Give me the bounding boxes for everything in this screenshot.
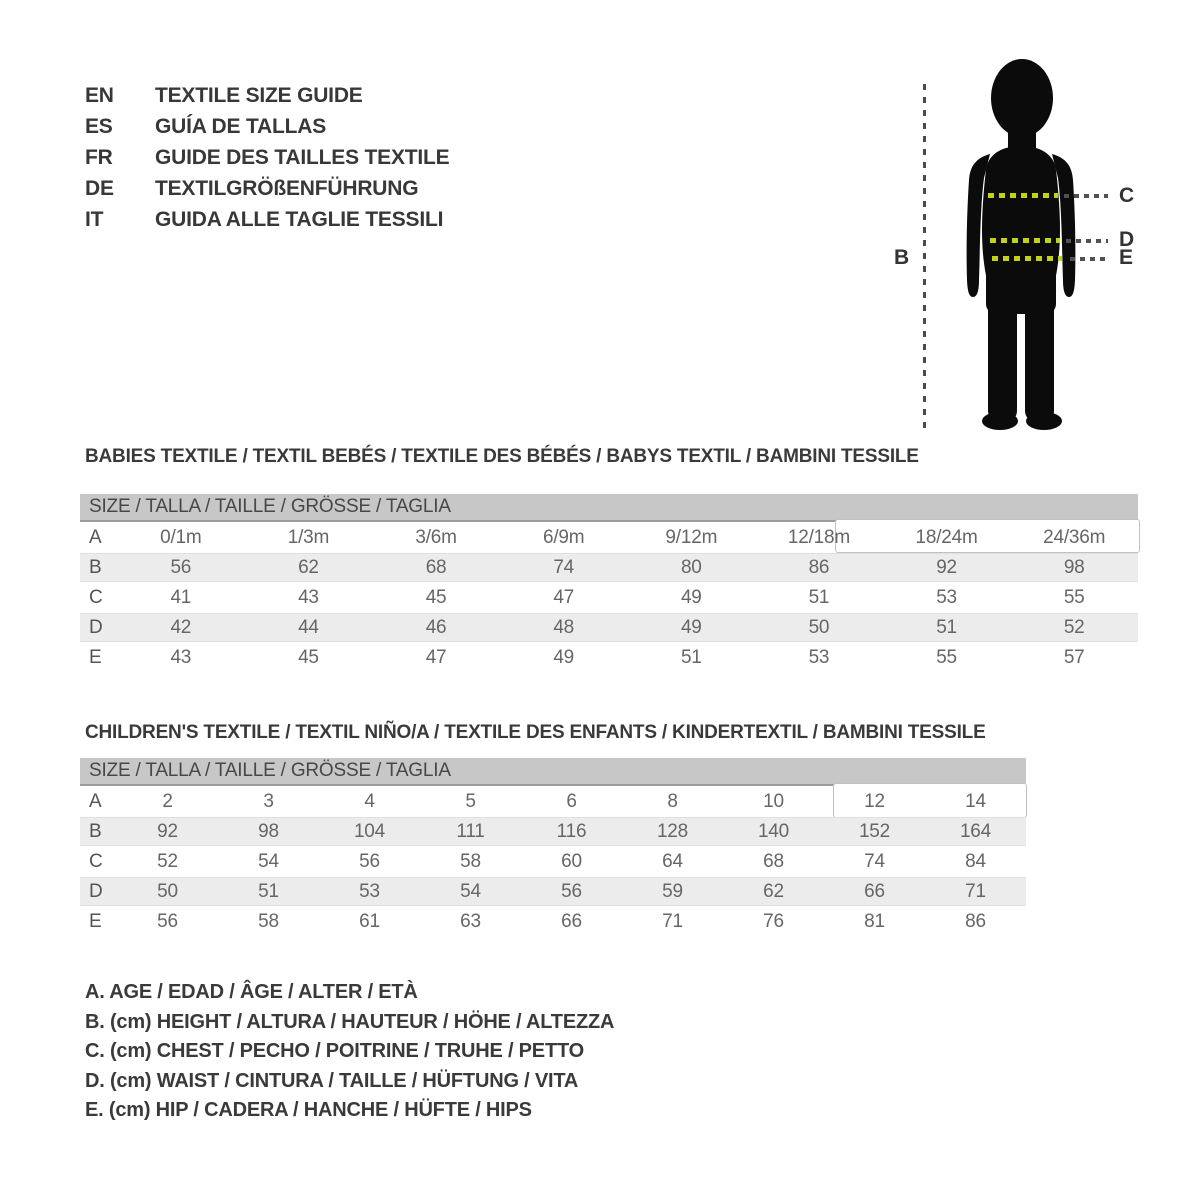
children-cell: 68 [763,850,784,872]
babies-cell: 9/12m [665,526,718,548]
children-cell: 58 [258,910,279,932]
waist-leader-line [1066,239,1108,243]
language-code: IT [85,208,104,231]
children-cell: 3 [263,790,274,812]
children-cell: 140 [757,820,790,842]
babies-cell: 98 [1063,556,1085,578]
row-label: B [89,556,102,578]
babies-cell: 49 [680,616,702,638]
babies-cell: 56 [170,556,192,578]
babies-row-d [80,613,1138,642]
babies-cell: 51 [680,646,702,668]
silhouette-right-foot [1026,412,1062,430]
row-label: E [89,646,102,668]
children-cell: 54 [460,880,481,902]
guide-title-fr: GUIDE DES TAILLES TEXTILE [155,146,450,169]
row-label: A [89,790,102,812]
babies-cell: 12/18m [787,526,851,548]
babies-cell: 3/6m [415,526,457,548]
height-measure-line [923,84,926,434]
children-cell: 59 [662,880,683,902]
children-cell: 81 [864,910,885,932]
children-cell: 74 [864,850,885,872]
children-row-d [80,877,1026,906]
babies-cell: 18/24m [915,526,978,548]
child-silhouette [960,58,1082,434]
row-label: D [89,880,103,902]
babies-table-header: SIZE / TALLA / TAILLE / GRÖSSE / TAGLIA [80,494,1138,522]
legend-item-waist: D. (cm) WAIST / CINTURA / TAILLE / HÜFTUNG / VITA [85,1069,579,1092]
children-cell: 61 [359,910,380,932]
children-row-b [80,817,1026,846]
babies-cell: 43 [298,586,319,608]
language-code: ES [85,115,113,138]
babies-size-table [80,494,1138,672]
children-cell: 50 [157,880,178,902]
children-cell: 10 [763,790,784,812]
babies-cell: 53 [936,586,957,608]
babies-cell: 74 [553,556,575,578]
children-cell: 86 [965,910,986,932]
language-row-it [85,208,449,239]
babies-cell: 0/1m [160,526,202,548]
babies-cell: 45 [298,646,319,668]
language-code: FR [85,146,113,169]
babies-cell: 57 [1063,646,1085,668]
silhouette-left-leg [988,296,1017,422]
children-cell: 56 [561,880,582,902]
babies-cell: 48 [553,616,575,638]
babies-cell: 52 [1063,616,1085,638]
babies-cell: 49 [680,586,702,608]
children-cell: 64 [662,850,683,872]
babies-cell: 62 [298,556,319,578]
babies-row-e [80,643,1138,672]
chest-leader-line [1064,194,1108,198]
babies-cell: 51 [808,586,830,608]
babies-row-a [80,523,1138,552]
row-label: B [89,820,102,842]
row-label: E [89,910,102,932]
guide-title-it: GUIDA ALLE TAGLIE TESSILI [155,208,444,231]
babies-cell: 92 [936,556,957,578]
babies-row-b [80,553,1138,582]
children-cell: 66 [864,880,885,902]
hip-label: E [1119,246,1134,269]
babies-cell: 46 [425,616,447,638]
chest-label: C [1119,184,1135,207]
babies-cell: 42 [170,616,192,638]
legend-item-height: B. (cm) HEIGHT / ALTURA / HAUTEUR / HÖHE / ALTEZZA [85,1010,615,1033]
legend-item-chest: C. (cm) CHEST / PECHO / POITRINE / TRUHE / PETTO [85,1040,584,1063]
babies-cell: 45 [425,586,447,608]
waist-measure-line [990,238,1060,243]
children-cell: 51 [258,880,279,902]
legend-item-age: A. AGE / EDAD / ÂGE / ALTER / ETÀ [85,981,418,1003]
silhouette-right-leg [1025,296,1054,422]
silhouette-left-foot [982,412,1018,430]
language-code: DE [85,177,114,200]
children-section-title: CHILDREN'S TEXTILE / TEXTIL NIÑO/A / TEXTILE DES ENFANTS / KINDERTEXTIL / BAMBINI TESSILE [85,722,986,743]
children-cell: 5 [465,790,476,812]
children-cell: 58 [460,850,481,872]
babies-cell: 53 [808,646,830,668]
children-cell: 104 [353,820,386,842]
children-cell: 128 [656,820,689,842]
language-row-de [85,177,449,208]
children-cell: 98 [258,820,279,842]
row-label: D [89,616,103,638]
chest-measure-line [988,193,1058,198]
babies-cell: 55 [936,646,957,668]
hip-measure-line [992,256,1062,261]
children-cell: 2 [162,790,173,812]
babies-row-c [80,583,1138,612]
language-row-en [85,84,449,115]
children-cell: 8 [667,790,678,812]
children-cell: 66 [561,910,582,932]
babies-cell: 6/9m [542,526,585,548]
hip-leader-line [1070,257,1108,261]
language-row-fr [85,146,449,177]
guide-title-es: GUÍA DE TALLAS [155,115,327,138]
babies-cell: 86 [808,556,830,578]
height-label: B [894,246,910,269]
children-cell: 6 [566,790,577,812]
legend-item-hip: E. (cm) HIP / CADERA / HANCHE / HÜFTE / HIPS [85,1099,532,1122]
children-cell: 56 [157,910,178,932]
guide-title-de: TEXTILGRÖßENFÜHRUNG [155,177,419,200]
children-row-a [80,787,1026,816]
children-cell: 14 [965,790,986,812]
children-cell: 84 [965,850,986,872]
children-cell: 12 [864,790,885,812]
children-cell: 71 [662,910,683,932]
children-size-table [80,758,1026,936]
babies-cell: 47 [425,646,447,668]
waist-label: D [1119,228,1135,251]
children-cell: 60 [561,850,582,872]
babies-cell: 50 [808,616,830,638]
children-cell: 152 [858,820,891,842]
babies-cell: 55 [1063,586,1085,608]
language-code: EN [85,84,114,107]
children-table-header: SIZE / TALLA / TAILLE / GRÖSSE / TAGLIA [80,758,1026,786]
babies-cell: 51 [936,616,957,638]
babies-cell: 43 [170,646,192,668]
children-cell: 164 [959,820,992,842]
babies-cell: 80 [680,556,702,578]
babies-cell: 41 [170,586,192,608]
guide-title-en: TEXTILE SIZE GUIDE [155,84,363,107]
babies-cell: 24/36m [1043,526,1106,548]
babies-section-title: BABIES TEXTILE / TEXTIL BEBÉS / TEXTILE DES BÉBÉS / BABYS TEXTIL / BAMBINI TESSILE [85,446,919,467]
children-cell: 63 [460,910,481,932]
babies-cell: 47 [553,586,575,608]
children-cell: 92 [157,820,178,842]
babies-cell: 1/3m [287,526,330,548]
children-cell: 4 [364,790,375,812]
children-cell: 54 [258,850,279,872]
children-cell: 52 [157,850,178,872]
children-cell: 71 [965,880,986,902]
row-label: A [89,526,102,548]
children-cell: 116 [556,820,587,842]
children-row-e [80,907,1026,936]
language-row-es [85,115,449,146]
children-cell: 56 [359,850,380,872]
children-cell: 76 [763,910,784,932]
children-row-c [80,847,1026,876]
row-label: C [89,586,103,608]
children-cell: 62 [763,880,784,902]
babies-cell: 49 [553,646,575,668]
children-cell: 111 [456,820,485,842]
measurement-legend [85,981,614,1129]
language-list [85,84,449,239]
children-cell: 53 [359,880,380,902]
babies-cell: 44 [298,616,319,638]
silhouette-head [991,59,1053,137]
row-label: C [89,850,103,872]
babies-cell: 68 [425,556,447,578]
